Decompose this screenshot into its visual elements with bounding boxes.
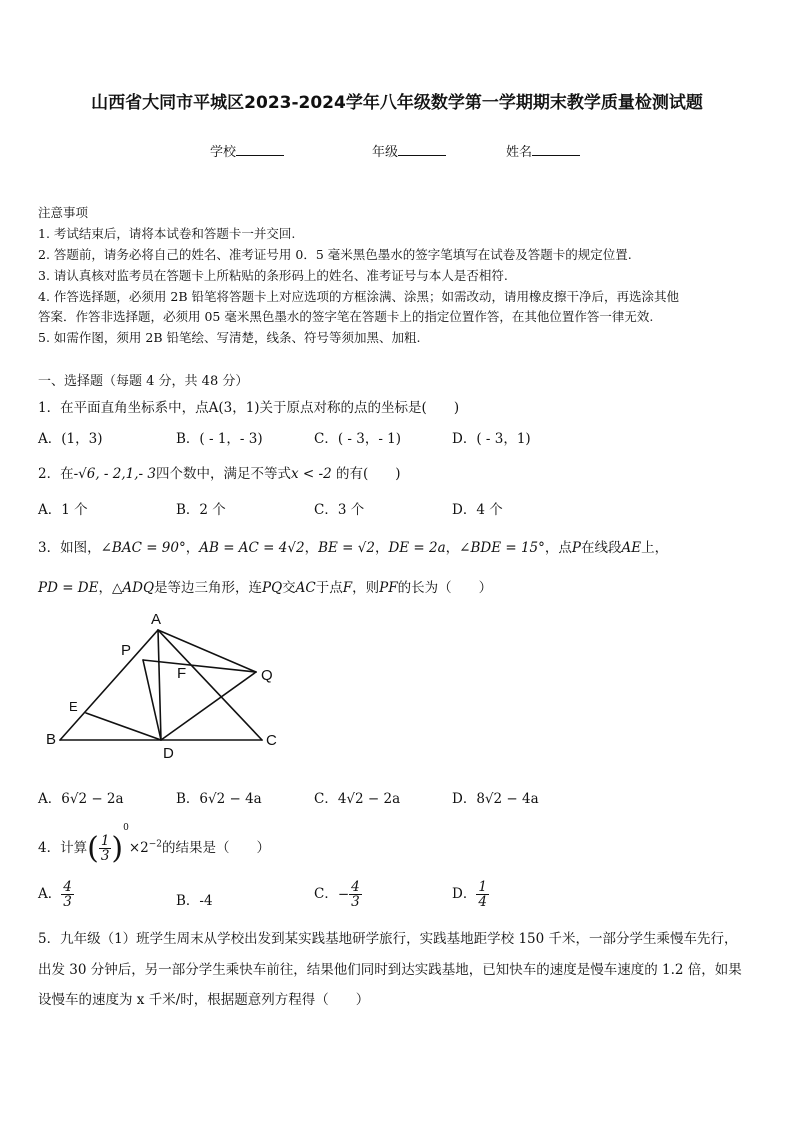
notice-item: 5. 如需作图，须用 2B 铅笔绘、写清楚，线条、符号等须加黑、加粗.: [38, 330, 421, 345]
frac-den: 3: [351, 894, 360, 911]
school-field: [210, 141, 284, 160]
q2-suffix: 的有( ): [335, 466, 401, 482]
notice-item: 答案．作答非选择题，必须用 05 毫米黑色墨水的签字笔在答题卡上的指定位置作答，在其他位置作答一律无效.: [38, 309, 654, 324]
q4-exponent-zero: 0: [123, 823, 129, 833]
notice-item: 1. 考试结束后，请将本试卷和答题卡一并交回.: [38, 226, 296, 241]
q3-be: BE = √2: [318, 540, 375, 556]
q3-text: 3．如图，: [38, 540, 101, 556]
frac-den: 4: [478, 894, 487, 911]
frac-num: 1: [478, 879, 487, 895]
name-label: 姓名: [506, 145, 533, 160]
question-5-line: 5．九年级（1）班学生周末从学校出发到某实践基地研学旅行，实践基地距学校 150 千米，一部分学生乘慢车先行，: [38, 931, 738, 947]
q2-prefix: 2．在: [38, 466, 74, 482]
q4-prefix: 4．计算: [38, 840, 88, 856]
q2-option-c: C．3 个: [314, 502, 365, 518]
label-a: A: [151, 611, 162, 628]
q4-exponent: −2: [148, 839, 163, 850]
option-fraction: [61, 880, 74, 909]
q3-text: ，点: [544, 540, 572, 556]
option-label: B．: [176, 893, 200, 909]
segment-aq: [158, 630, 256, 672]
q3-text: ，: [98, 580, 112, 596]
q3-ab-ac: AB = AC = 4√2: [199, 540, 305, 556]
q3-bde: ∠BDE = 15°: [459, 540, 545, 556]
question-5-line: 设慢车的速度为 x 千米/时，根据题意列方程得（ ）: [38, 992, 370, 1008]
q3-text: 是等边三角形，连: [154, 580, 263, 596]
q3-option-b: B．6√2 − 4a: [176, 791, 262, 807]
segment-dq: [161, 672, 256, 740]
option-label: C．: [314, 886, 338, 903]
q2-option-d: D．4 个: [452, 502, 503, 518]
name-blank: [532, 143, 580, 156]
q2-option-b: B．2 个: [176, 502, 226, 518]
grade-blank: [398, 143, 446, 156]
q4-option-c: [314, 880, 362, 909]
option-fraction: [349, 880, 362, 909]
q1-option-d: D．( - 3，1): [452, 431, 531, 447]
q3-geometry-figure: [0, 600, 320, 770]
q3-text: ，则: [352, 580, 380, 596]
q3-adq: △ADQ: [111, 580, 155, 596]
frac-num: 4: [63, 879, 72, 895]
q3-text: 的长为（ ）: [397, 580, 493, 596]
question-4-stem: [38, 823, 270, 866]
q3-text: 在线段: [580, 540, 622, 556]
q3-pq: PQ: [262, 580, 283, 596]
option-label: D．: [452, 886, 477, 903]
label-e: E: [69, 699, 78, 714]
q3-option-a: A．6√2 − 2a: [38, 791, 124, 807]
question-5-line: 出发 30 分钟后，另一部分学生乘快车前往，结果他们同时到达实践基地，已知快车的速度是慢车速度的 1.2 倍，如果: [38, 962, 742, 978]
q1-option-b: B．( - 1，- 3): [176, 431, 263, 447]
segment-ab: [60, 630, 158, 740]
page-title: 山西省大同市平城区2023-2024学年八年级数学第一学期期末教学质量检测试题: [91, 93, 703, 113]
q2-numbers: -√6, - 2,1,- 3: [73, 466, 156, 482]
segment-pd: [143, 660, 161, 740]
q3-option-c: C．4√2 − 2a: [314, 791, 401, 807]
segment-ac: [158, 630, 262, 740]
q4-fraction: [99, 834, 112, 863]
school-blank: [236, 143, 284, 156]
segment-ad: [158, 630, 161, 740]
q3-pf: PF: [379, 580, 398, 596]
label-b: B: [46, 731, 57, 748]
q4-suffix: 的结果是（ ）: [162, 840, 271, 856]
label-c: C: [266, 732, 277, 749]
option-fraction: [476, 880, 489, 909]
option-text: -4: [199, 893, 213, 909]
notice-item: 4. 作答选择题，必须用 2B 铅笔将答题卡上对应选项的方框涂满、涂黑；如需改动，请用橡皮擦干净后，再选涂其他: [38, 289, 679, 304]
q2-mid: 四个数中，满足不等式: [156, 466, 291, 482]
q3-text: 上，: [641, 540, 669, 556]
q3-text: 于点: [315, 580, 343, 596]
question-1-stem: 1．在平面直角坐标系中，点A(3，1)关于原点对称的点的坐标是( ): [38, 400, 460, 416]
q3-angle-bac: ∠BAC = 90°: [100, 540, 186, 556]
q3-pd: PD = DE: [38, 580, 99, 596]
q4-times: ×2: [128, 840, 149, 856]
option-label: A．: [38, 886, 62, 903]
notice-heading: 注意事项: [38, 205, 89, 220]
notice-item: 3. 请认真核对监考员在答题卡上所粘贴的条形码上的姓名、准考证号与本人是否相符.: [38, 268, 508, 283]
q4-option-b: [176, 889, 213, 909]
q4-option-a: [38, 880, 74, 909]
q3-de: DE = 2a: [388, 540, 446, 556]
name-field: [506, 141, 580, 160]
q2-inequality: x < -2: [291, 466, 332, 482]
label-q: Q: [261, 667, 273, 684]
question-3-line-2: [38, 576, 492, 596]
right-paren: ): [111, 831, 124, 866]
school-label: 学校: [210, 145, 237, 160]
label-p: P: [121, 642, 132, 659]
option-sign: −: [337, 886, 350, 903]
left-paren: (: [87, 831, 99, 866]
q3-p: P: [571, 540, 581, 556]
q3-ae: AE: [621, 540, 642, 556]
grade-label: 年级: [372, 145, 399, 160]
label-d: D: [163, 745, 174, 762]
frac-num: 4: [351, 879, 360, 895]
q1-option-a: A．(1，3): [38, 431, 103, 447]
q4-frac-den: 3: [100, 848, 110, 864]
q3-option-d: D．8√2 − 4a: [452, 791, 539, 807]
notice-item: 2. 答题前，请务必将自己的姓名、准考证号用 0．5 毫米黑色墨水的签字笔填写在试卷及答题卡的规定位置.: [38, 247, 632, 262]
frac-den: 3: [63, 894, 72, 911]
question-3-line-1: 3．如图，∠BAC = 90°，AB = AC = 4√2，BE = √2，DE = 2a，∠BDE = 15°，点P在线段AE上，: [38, 540, 669, 556]
q3-text: 交: [282, 580, 296, 596]
section-heading: 一、选择题（每题 4 分，共 48 分）: [38, 374, 249, 389]
segment-pq: [143, 660, 256, 672]
grade-field: [372, 141, 446, 160]
q3-ac: AC: [295, 580, 316, 596]
q4-frac-num: 1: [100, 832, 110, 849]
segment-ed: [86, 713, 161, 740]
q1-option-c: C．( - 3，- 1): [314, 431, 402, 447]
q4-option-d: [452, 880, 489, 909]
question-2-stem: [38, 462, 401, 482]
q3-f: F: [342, 580, 353, 596]
label-f: F: [177, 665, 187, 682]
q2-option-a: A．1 个: [38, 502, 88, 518]
